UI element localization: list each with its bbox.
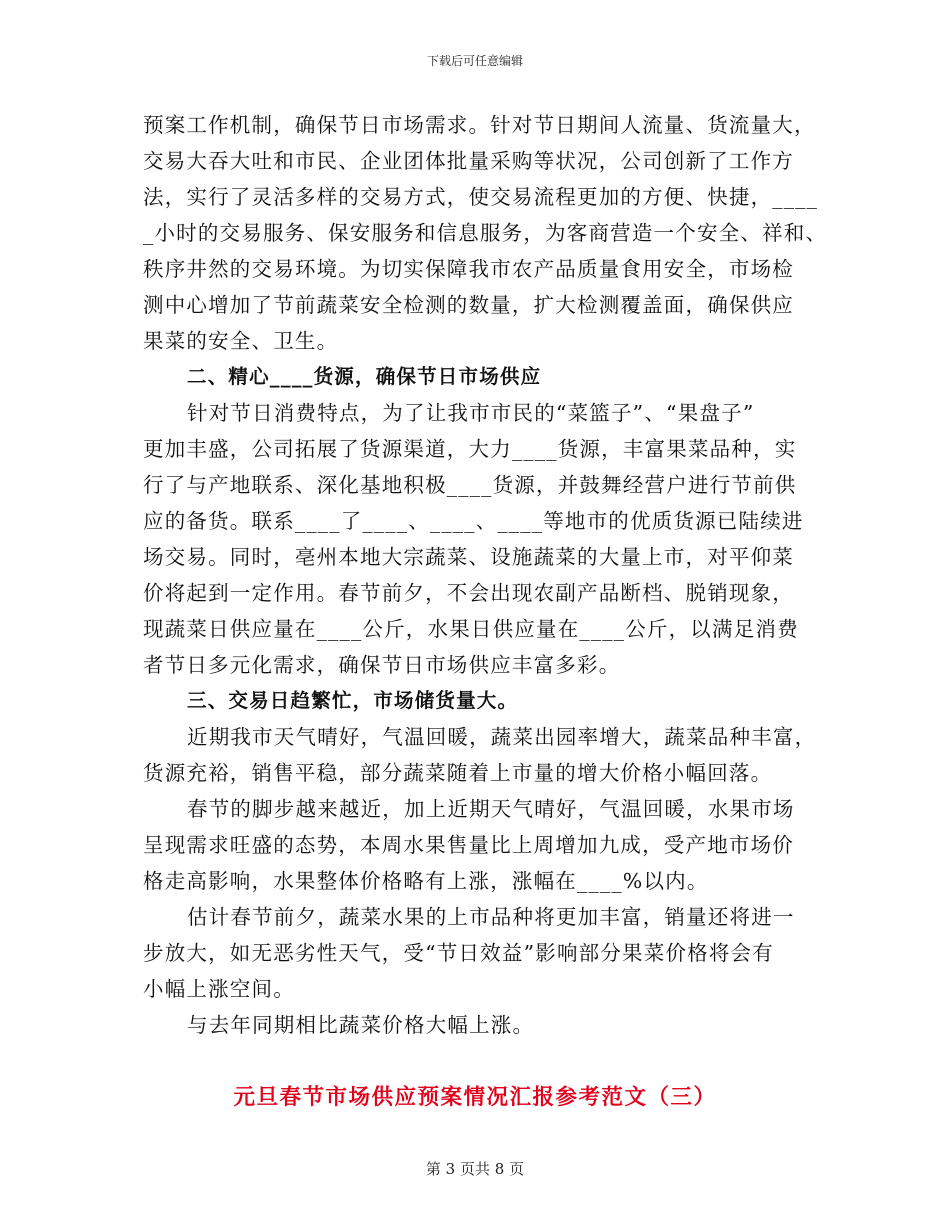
text-line: 交易大吞大吐和市民、企业团体批量采购等状况，公司创新了工作方 [143,149,794,173]
text-line: 行了与产地联系、深化基地积极____货源，并鼓舞经营户进行节前供 [143,473,797,497]
text-line: 更加丰盛，公司拓展了货源渠道，大力____货源，丰富果菜品种，实 [143,437,797,461]
text-line: 小幅上涨空间。 [143,977,295,1001]
text-line: 针对节日消费特点，为了让我市市民的“菜篮子”、“果盘子” [187,401,755,425]
text-line: 测中心增加了节前蔬菜安全检测的数量，扩大检测覆盖面，确保供应 [143,293,794,317]
text-line: _小时的交易服务、保安服务和信息服务，为客商营造一个安全、祥和、 [143,221,828,245]
text-line: 预案工作机制，确保节日市场需求。针对节日期间人流量、货流量大， [143,113,816,137]
document-body [143,107,828,1043]
text-line: 应的备货。联系____了____、____、____等地市的优质货源已陆续进 [143,509,804,533]
section-heading-2: 二、精心____货源，确保节日市场供应 [187,365,542,388]
text-line: 价将起到一定作用。春节前夕，不会出现农副产品断档、脱销现象， [143,581,794,605]
page-number: 第 3 页共 8 页 [425,1160,525,1178]
text-line: 法，实行了灵活多样的交易方式，使交易流程更加的方便、快捷，____ [143,185,819,209]
text-line: 果菜的安全、卫生。 [143,329,339,353]
text-line: 呈现需求旺盛的态势，本周水果售量比上周增加九成，受产地市场价 [143,833,794,857]
text-line: 步放大，如无恶劣性天气，受“节日效益”影响部分果菜价格将会有 [143,941,774,965]
text-line: 格走高影响，水果整体价格略有上涨，涨幅在____%以内。 [143,869,709,893]
text-line: 者节日多元化需求，确保节日市场供应丰富多彩。 [143,653,621,677]
section-title: 元旦春节市场供应预案情况汇报参考范文（三） [233,1085,717,1110]
text-line: 春节的脚步越来越近，加上近期天气晴好，气温回暖，水果市场 [187,797,795,821]
text-line: 与去年同期相比蔬菜价格大幅上涨。 [187,1013,535,1037]
text-line: 估计春节前夕，蔬菜水果的上市品种将更加丰富，销量还将进一 [187,905,795,929]
section-heading-3: 三、交易日趋繁忙，市场储货量大。 [187,689,519,712]
text-line: 货源充裕，销售平稳，部分蔬菜随着上市量的增大价格小幅回落。 [143,761,773,785]
text-line: 现蔬菜日供应量在____公斤，水果日供应量在____公斤，以满足消费 [143,617,799,641]
page-header-note: 下载后可任意编辑 [426,54,523,68]
text-line: 近期我市天气晴好，气温回暖，蔬菜出园率增大，蔬菜品种丰富， [187,725,817,749]
text-line: 秩序井然的交易环境。为切实保障我市农产品质量食用安全，市场检 [143,257,794,281]
text-line: 场交易。同时，亳州本地大宗蔬菜、设施蔬菜的大量上市，对平仰菜 [143,545,794,569]
